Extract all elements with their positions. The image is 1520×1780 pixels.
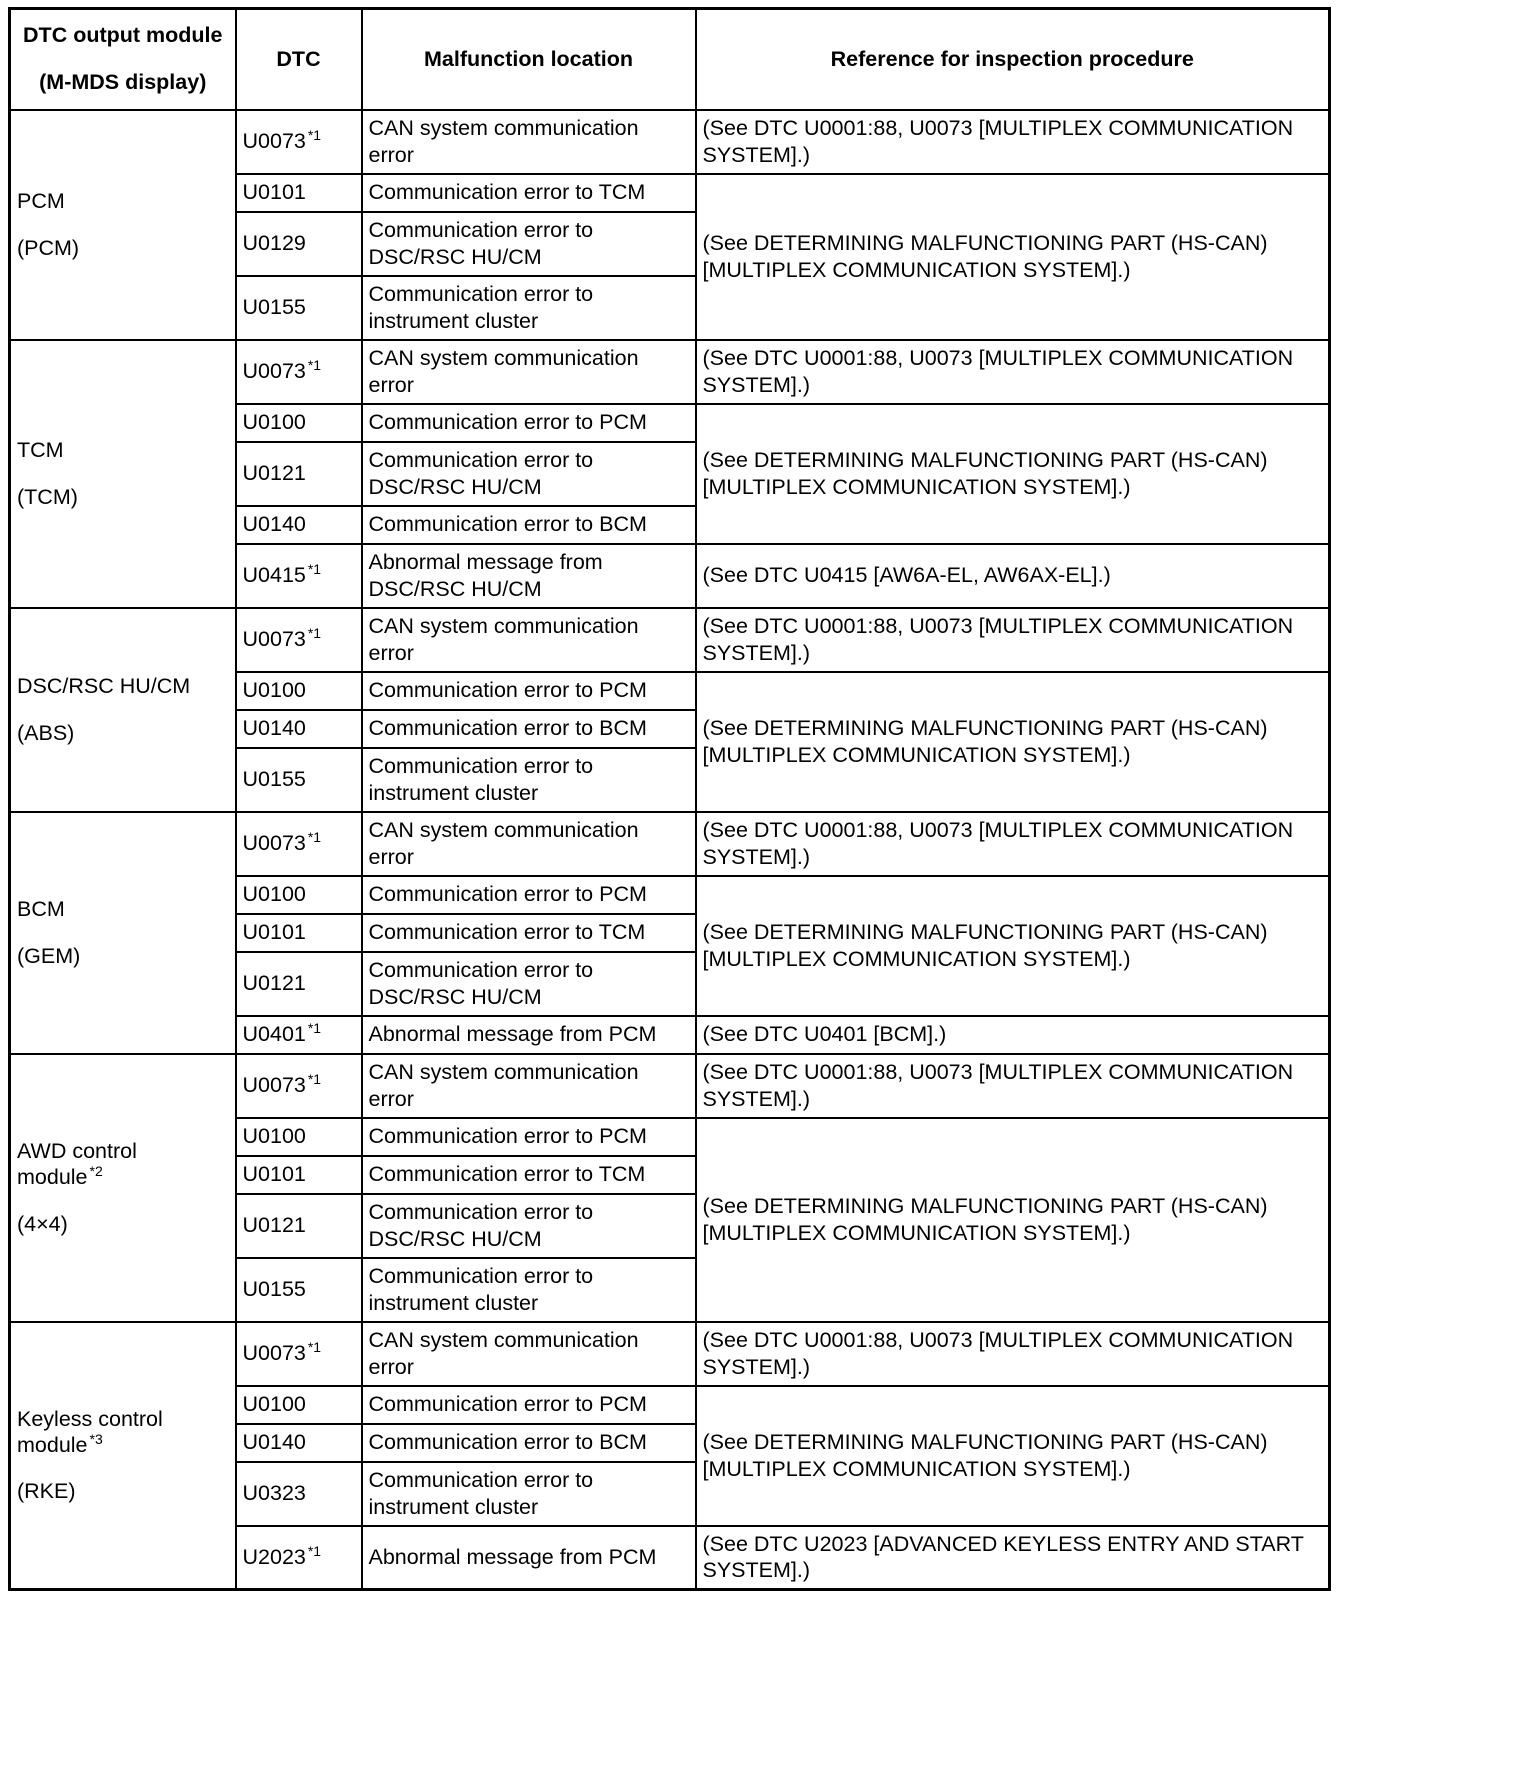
malfunction-location: Communication error to PCM xyxy=(362,1118,696,1156)
dtc-code: U0100 xyxy=(242,1392,306,1417)
dtc-code: U0140 xyxy=(242,716,306,741)
dtc-cell xyxy=(236,914,362,952)
reference-cell: (See DETERMINING MALFUNCTIONING PART (HS-CAN) [MULTIPLEX COMMUNICATION SYSTEM].) xyxy=(696,174,1330,340)
dtc-cell xyxy=(236,174,362,212)
dtc-code: U0073 xyxy=(242,1073,306,1098)
dtc-cell xyxy=(236,1156,362,1194)
dtc-cell xyxy=(236,544,362,608)
malfunction-location: CAN system communication error xyxy=(362,1322,696,1386)
dtc-code: U0401 xyxy=(242,1022,306,1047)
dtc-cell xyxy=(236,812,362,876)
dtc-code: U0121 xyxy=(242,1213,306,1238)
malfunction-location: Communication error to BCM xyxy=(362,1424,696,1462)
dtc-code: U0101 xyxy=(242,180,306,205)
dtc-footnote: *1 xyxy=(307,127,322,144)
malfunction-location: CAN system communication error xyxy=(362,1054,696,1118)
dtc-code: U0101 xyxy=(242,920,306,945)
module-name: DSC/RSC HU/CM xyxy=(17,674,191,699)
dtc-cell xyxy=(236,1054,362,1118)
table-row xyxy=(10,1054,1330,1118)
dtc-cell xyxy=(236,506,362,544)
reference-cell: (See DETERMINING MALFUNCTIONING PART (HS-CAN) [MULTIPLEX COMMUNICATION SYSTEM].) xyxy=(696,876,1330,1016)
malfunction-location: Communication error to DSC/RSC HU/CM xyxy=(362,952,696,1016)
dtc-code: U0121 xyxy=(242,971,306,996)
reference-cell: (See DETERMINING MALFUNCTIONING PART (HS-CAN) [MULTIPLEX COMMUNICATION SYSTEM].) xyxy=(696,404,1330,544)
module-name: AWD control module $^{*2}$ xyxy=(17,1139,137,1190)
reference-cell: (See DTC U0001:88, U0073 [MULTIPLEX COMMUNICATION SYSTEM].) xyxy=(696,110,1330,174)
module-cell xyxy=(10,1322,236,1590)
dtc-footnote: *1 xyxy=(307,1071,322,1088)
dtc-cell xyxy=(236,672,362,710)
dtc-footnote: *1 xyxy=(307,625,322,642)
dtc-cell xyxy=(236,1526,362,1590)
dtc-code: U0073 xyxy=(242,831,306,856)
reference-cell: (See DTC U0415 [AW6A-EL, AW6AX-EL].) xyxy=(696,544,1330,608)
malfunction-location: CAN system communication error xyxy=(362,812,696,876)
module-cell xyxy=(10,110,236,340)
header-module-line1: DTC output module xyxy=(23,23,223,47)
malfunction-location: CAN system communication error xyxy=(362,340,696,404)
dtc-footnote: *1 xyxy=(307,561,322,578)
dtc-cell xyxy=(236,1258,362,1322)
dtc-cell xyxy=(236,1016,362,1054)
header-module-line2: (M-MDS display) xyxy=(39,70,207,95)
malfunction-location: Abnormal message from DSC/RSC HU/CM xyxy=(362,544,696,608)
dtc-cell xyxy=(236,404,362,442)
malfunction-location: Communication error to PCM xyxy=(362,404,696,442)
dtc-footnote: *1 xyxy=(307,1339,322,1356)
dtc-code: U0155 xyxy=(242,767,306,792)
malfunction-location: Communication error to TCM xyxy=(362,914,696,952)
dtc-cell xyxy=(236,1118,362,1156)
dtc-footnote: *1 xyxy=(307,1543,322,1560)
table-row xyxy=(10,1322,1330,1386)
malfunction-location: Communication error to PCM xyxy=(362,672,696,710)
reference-cell: (See DETERMINING MALFUNCTIONING PART (HS-CAN) [MULTIPLEX COMMUNICATION SYSTEM].) xyxy=(696,1118,1330,1322)
malfunction-location: Communication error to DSC/RSC HU/CM xyxy=(362,442,696,506)
module-cell xyxy=(10,1054,236,1322)
malfunction-location: Abnormal message from PCM xyxy=(362,1526,696,1590)
malfunction-location: Abnormal message from PCM xyxy=(362,1016,696,1054)
module-display: (RKE) xyxy=(17,1479,76,1504)
dtc-cell xyxy=(236,876,362,914)
dtc-code: U0073 xyxy=(242,1341,306,1366)
header-dtc: DTC xyxy=(236,9,362,110)
module-name: BCM xyxy=(17,897,65,922)
malfunction-location: Communication error to TCM xyxy=(362,174,696,212)
malfunction-location: Communication error to instrument cluster xyxy=(362,1462,696,1526)
dtc-cell xyxy=(236,1386,362,1424)
dtc-code: U0073 xyxy=(242,129,306,154)
dtc-code: U0100 xyxy=(242,410,306,435)
dtc-code: U0101 xyxy=(242,1162,306,1187)
dtc-code: U0323 xyxy=(242,1481,306,1506)
dtc-cell xyxy=(236,1322,362,1386)
module-cell xyxy=(10,340,236,608)
dtc-cell xyxy=(236,212,362,276)
table-row xyxy=(10,340,1330,404)
module-footnote: *3 xyxy=(89,1431,103,1448)
dtc-code: U0100 xyxy=(242,1124,306,1149)
reference-cell: (See DTC U2023 [ADVANCED KEYLESS ENTRY AND START SYSTEM].) xyxy=(696,1526,1330,1590)
dtc-cell xyxy=(236,1462,362,1526)
module-name: TCM xyxy=(17,438,64,463)
dtc-code: U2023 xyxy=(242,1545,306,1570)
header-row xyxy=(10,9,1330,110)
module-name: Keyless control module $^{*3}$ xyxy=(17,1407,163,1458)
dtc-cell xyxy=(236,952,362,1016)
dtc-cell xyxy=(236,340,362,404)
reference-cell: (See DTC U0401 [BCM].) xyxy=(696,1016,1330,1054)
dtc-code: U0073 xyxy=(242,627,306,652)
module-display: (ABS) xyxy=(17,720,75,745)
malfunction-location: CAN system communication error xyxy=(362,110,696,174)
module-cell xyxy=(10,608,236,812)
dtc-code: U0073 xyxy=(242,359,306,384)
malfunction-location: Communication error to instrument cluster xyxy=(362,748,696,812)
dtc-code: U0129 xyxy=(242,231,306,256)
reference-cell: (See DTC U0001:88, U0073 [MULTIPLEX COMMUNICATION SYSTEM].) xyxy=(696,1322,1330,1386)
malfunction-location: Communication error to PCM xyxy=(362,876,696,914)
dtc-footnote: *1 xyxy=(307,829,322,846)
module-display: (TCM) xyxy=(17,484,78,509)
malfunction-location: Communication error to BCM xyxy=(362,710,696,748)
dtc-cell xyxy=(236,110,362,174)
module-cell xyxy=(10,812,236,1054)
reference-cell: (See DETERMINING MALFUNCTIONING PART (HS-CAN) [MULTIPLEX COMMUNICATION SYSTEM].) xyxy=(696,1386,1330,1526)
dtc-code: U0415 xyxy=(242,563,306,588)
header-reference: Reference for inspection procedure xyxy=(696,9,1330,110)
reference-cell: (See DTC U0001:88, U0073 [MULTIPLEX COMMUNICATION SYSTEM].) xyxy=(696,812,1330,876)
malfunction-location: CAN system communication error xyxy=(362,608,696,672)
dtc-code: U0140 xyxy=(242,512,306,537)
module-display: (4×4) xyxy=(17,1211,68,1236)
reference-cell: (See DTC U0001:88, U0073 [MULTIPLEX COMMUNICATION SYSTEM].) xyxy=(696,1054,1330,1118)
table-row xyxy=(10,812,1330,876)
header-module xyxy=(10,9,236,110)
malfunction-location: Communication error to instrument cluster xyxy=(362,276,696,340)
table-body xyxy=(10,110,1330,1590)
malfunction-location: Communication error to TCM xyxy=(362,1156,696,1194)
module-footnote: *2 xyxy=(89,1163,103,1180)
module-display: (PCM) xyxy=(17,235,80,260)
dtc-cell xyxy=(236,748,362,812)
reference-cell: (See DTC U0001:88, U0073 [MULTIPLEX COMMUNICATION SYSTEM].) xyxy=(696,340,1330,404)
dtc-code: U0100 xyxy=(242,678,306,703)
malfunction-location: Communication error to PCM xyxy=(362,1386,696,1424)
dtc-code: U0155 xyxy=(242,295,306,320)
dtc-cell xyxy=(236,710,362,748)
reference-cell: (See DTC U0001:88, U0073 [MULTIPLEX COMMUNICATION SYSTEM].) xyxy=(696,608,1330,672)
dtc-code: U0121 xyxy=(242,461,306,486)
malfunction-location: Communication error to DSC/RSC HU/CM xyxy=(362,212,696,276)
dtc-table xyxy=(8,7,1331,1591)
module-display: (GEM) xyxy=(17,943,81,968)
dtc-footnote: *1 xyxy=(307,357,322,374)
dtc-cell xyxy=(236,1194,362,1258)
dtc-footnote: *1 xyxy=(307,1020,322,1037)
dtc-cell xyxy=(236,1424,362,1462)
dtc-code: U0155 xyxy=(242,1277,306,1302)
malfunction-location: Communication error to instrument cluster xyxy=(362,1258,696,1322)
dtc-code: U0140 xyxy=(242,1430,306,1455)
dtc-code: U0100 xyxy=(242,882,306,907)
malfunction-location: Communication error to BCM xyxy=(362,506,696,544)
header-location: Malfunction location xyxy=(362,9,696,110)
dtc-cell xyxy=(236,608,362,672)
dtc-cell xyxy=(236,276,362,340)
dtc-cell xyxy=(236,442,362,506)
table-row xyxy=(10,608,1330,672)
module-name: PCM xyxy=(17,189,65,214)
table-row xyxy=(10,110,1330,174)
reference-cell: (See DETERMINING MALFUNCTIONING PART (HS-CAN) [MULTIPLEX COMMUNICATION SYSTEM].) xyxy=(696,672,1330,812)
malfunction-location: Communication error to DSC/RSC HU/CM xyxy=(362,1194,696,1258)
